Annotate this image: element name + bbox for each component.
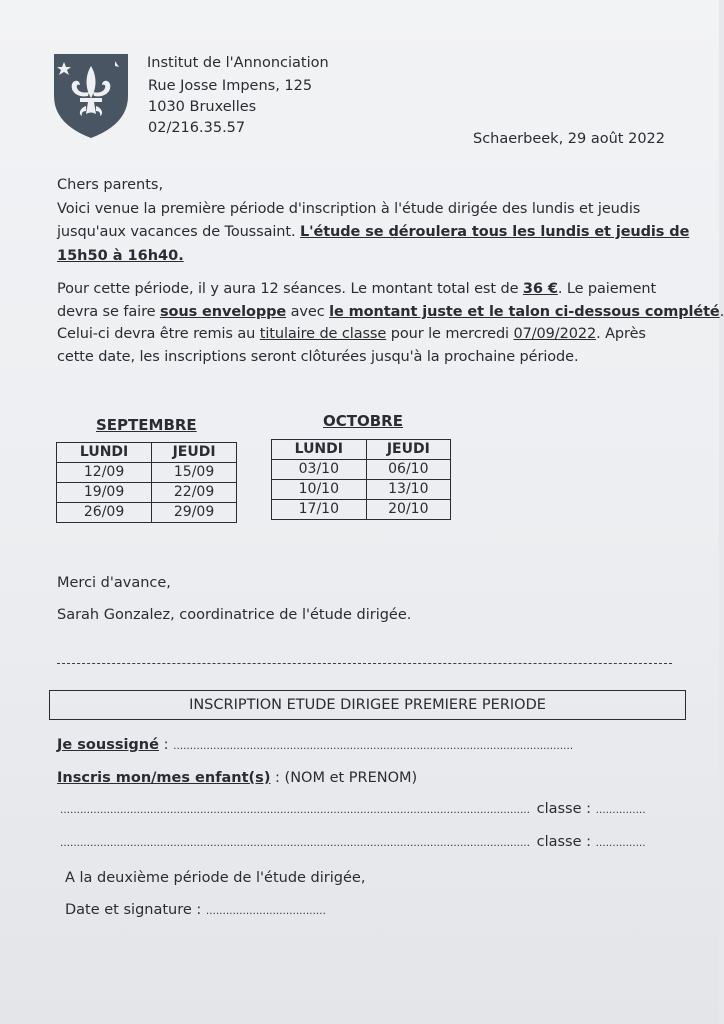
deadline-date: 07/09/2022 (513, 326, 597, 342)
enroll-label: Inscris mon/mes enfant(s) (57, 770, 271, 786)
deadline-text-c: pour le mercredi (390, 326, 509, 342)
undersigned-field[interactable]: ………………………………………………………………………………………………………… (173, 741, 574, 752)
date-cell: 13/10 (366, 480, 450, 500)
date-cell: 29/09 (152, 503, 237, 523)
teacher-emphasis: titulaire de classe (259, 326, 387, 342)
table-header-row (57, 443, 237, 463)
table-row (57, 483, 237, 503)
table-row (272, 480, 451, 500)
undersigned-line (57, 737, 573, 753)
paragraph-1-text: jusqu'aux vacances de Toussaint. (57, 224, 296, 240)
column-header-thursday: JEUDI (366, 440, 450, 460)
enroll-suffix: : (NOM et PRENOM) (270, 770, 418, 786)
child-entry-row-2 (60, 834, 646, 850)
paragraph-2-line-4: cette date, les inscriptions seront clôturées jusqu'à la prochaine période. (57, 349, 579, 365)
column-header-monday: LUNDI (57, 443, 152, 463)
payment-text-c: avec (290, 304, 325, 320)
envelope-emphasis: sous enveloppe (159, 304, 287, 320)
date-signature-field[interactable]: ……………………………… (205, 906, 326, 917)
october-table (271, 439, 451, 520)
schedule-time: 15h50 à 16h40. (57, 248, 184, 264)
table-row (57, 503, 237, 523)
undersigned-colon: : (158, 737, 174, 753)
payment-text: . Le paiement (557, 281, 657, 297)
undersigned-label: Je soussigné (57, 737, 159, 753)
child-name-field[interactable]: …………………………………………………………………………………………………………………………… (60, 805, 530, 816)
date-cell: 15/09 (152, 463, 237, 483)
table-row (272, 500, 451, 520)
child-name-field[interactable]: …………………………………………………………………………………………………………………………… (60, 838, 530, 849)
payment-text-e: . (719, 304, 724, 320)
paragraph-2-line-3 (57, 326, 646, 342)
form-title: INSCRIPTION ETUDE DIRIGEE PREMIERE PERIODE (49, 690, 686, 720)
school-crest-logo (52, 52, 130, 140)
deadline-text-a: Celui-ci devra être remis au (57, 326, 256, 342)
paragraph-2-line-1 (57, 281, 656, 297)
class-label: classe : (536, 834, 592, 850)
date-cell: 10/10 (272, 480, 367, 500)
institution-phone: 02/216.35.57 (148, 120, 246, 136)
september-title: SEPTEMBRE (96, 416, 197, 434)
date-cell: 03/10 (272, 460, 367, 480)
closing-signature: Sarah Gonzalez, coordinatrice de l'étude dirigée. (57, 607, 412, 623)
institution-city: 1030 Bruxelles (148, 99, 257, 115)
institution-name: Institut de l'Annonciation (147, 55, 329, 71)
deadline-text-e: . Après (596, 326, 646, 342)
date-cell: 12/09 (57, 463, 152, 483)
date-cell: 06/10 (366, 460, 450, 480)
greeting: Chers parents, (57, 177, 164, 193)
exact-amount-emphasis: le montant juste et le talon ci-dessous complété (329, 304, 720, 320)
table-row (272, 460, 451, 480)
september-table (56, 442, 237, 523)
schedule-emphasis: L'étude se déroulera tous les lundis et jeudis de (300, 224, 690, 240)
date-cell: 19/09 (57, 483, 152, 503)
child-entry-row-1 (60, 801, 646, 817)
total-amount: 36 € (522, 281, 558, 297)
paragraph-1-line-1: Voici venue la première période d'inscription à l'étude dirigée des lundis et jeudis (57, 201, 641, 217)
place-date: Schaerbeek, 29 août 2022 (473, 131, 665, 147)
class-field[interactable]: …………… (595, 805, 646, 816)
sessions-text: Pour cette période, il y aura 12 séances. Le montant total est de (57, 281, 519, 297)
closing-thanks: Merci d'avance, (57, 575, 171, 591)
date-cell: 20/10 (366, 500, 450, 520)
date-cell: 17/10 (272, 500, 367, 520)
cut-line (57, 663, 672, 664)
column-header-thursday: JEUDI (152, 443, 237, 463)
october-title: OCTOBRE (323, 412, 403, 430)
paragraph-1-line-2 (57, 224, 689, 240)
date-signature-line (65, 902, 326, 918)
table-row (57, 463, 237, 483)
institution-street: Rue Josse Impens, 125 (148, 78, 313, 94)
table-header-row (272, 440, 451, 460)
date-cell: 26/09 (57, 503, 152, 523)
class-field[interactable]: …………… (595, 838, 646, 849)
column-header-monday: LUNDI (272, 440, 367, 460)
second-period-text: A la deuxième période de l'étude dirigée, (65, 870, 366, 886)
date-cell: 22/09 (152, 483, 237, 503)
date-signature-label: Date et signature : (65, 902, 202, 918)
class-label: classe : (536, 801, 592, 817)
paragraph-2-line-2 (57, 304, 724, 320)
enroll-line (57, 770, 417, 786)
payment-text-a: devra se faire (57, 304, 156, 320)
